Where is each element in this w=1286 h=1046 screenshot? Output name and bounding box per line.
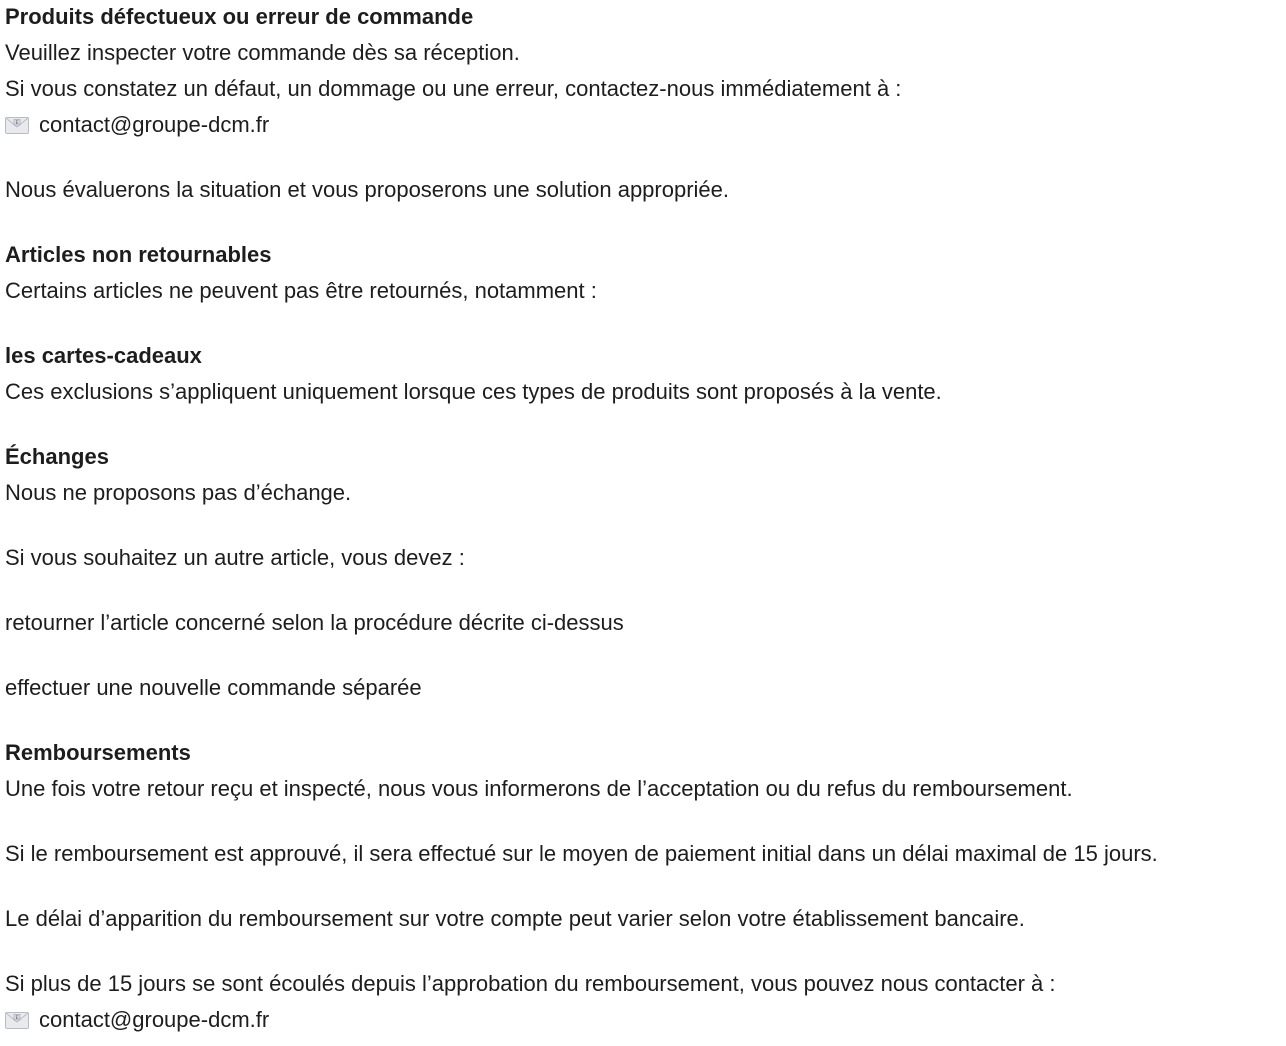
paragraph-non-returnable-intro: Certains articles ne peuvent pas être retournés, notamment : (5, 278, 597, 303)
envelope-icon (5, 1012, 29, 1029)
refund-contact-email-row (5, 1002, 1286, 1038)
paragraph-contact-instructions: Si vous constatez un défaut, un dommage ou une erreur, contactez-nous immédiatement à : (5, 76, 902, 101)
envelope-icon (5, 117, 29, 134)
spacer (5, 576, 1286, 605)
paragraph-refund-approved: Si le remboursement est approuvé, il sera effectué sur le moyen de paiement initial dans un délai maximal de 15 jours. (5, 841, 1158, 866)
paragraph-refund-contact: Si plus de 15 jours se sont écoulés depuis l’approbation du remboursement, vous pouvez nous contacter à : (5, 971, 1056, 996)
paragraph-refund-delay: Le délai d’apparition du remboursement sur votre compte peut varier selon votre établissement bancaire. (5, 906, 1025, 931)
paragraph-no-exchange: Nous ne proposons pas d’échange. (5, 480, 352, 505)
spacer (5, 309, 1286, 338)
section-heading-defects: Produits défectueux ou erreur de commande (5, 4, 474, 29)
spacer (5, 410, 1286, 439)
spacer (5, 511, 1286, 540)
paragraph-exchange-intro: Si vous souhaitez un autre article, vous devez : (5, 545, 465, 570)
paragraph-inspect: Veuillez inspecter votre commande dès sa réception. (5, 40, 520, 65)
exchange-step-new-order: effectuer une nouvelle commande séparée (5, 675, 422, 700)
svg-text:E: E (15, 1016, 19, 1022)
contact-email-row (5, 107, 1286, 143)
paragraph-refund-notification: Une fois votre retour reçu et inspecté, nous vous informerons de l’acceptation ou du refus du remboursement. (5, 776, 1073, 801)
contact-email-link[interactable]: contact@groupe-dcm.fr (39, 112, 270, 137)
paragraph-exclusions: Ces exclusions s’appliquent uniquement lorsque ces types de produits sont proposés à la vente. (5, 379, 942, 404)
spacer (5, 937, 1286, 966)
spacer (5, 641, 1286, 670)
exchange-step-return: retourner l’article concerné selon la procédure décrite ci-dessus (5, 610, 624, 635)
refund-contact-email-link[interactable]: contact@groupe-dcm.fr (39, 1007, 270, 1032)
section-heading-exchanges: Échanges (5, 444, 109, 469)
spacer (5, 807, 1286, 836)
section-heading-refunds: Remboursements (5, 740, 191, 765)
spacer (5, 208, 1286, 237)
section-heading-non-returnable: Articles non retournables (5, 242, 272, 267)
spacer (5, 706, 1286, 735)
paragraph-evaluation: Nous évaluerons la situation et vous proposerons une solution appropriée. (5, 177, 730, 202)
non-returnable-item-gift-cards: les cartes-cadeaux (5, 343, 202, 368)
spacer (5, 143, 1286, 172)
svg-text:E: E (15, 121, 19, 127)
spacer (5, 872, 1286, 901)
